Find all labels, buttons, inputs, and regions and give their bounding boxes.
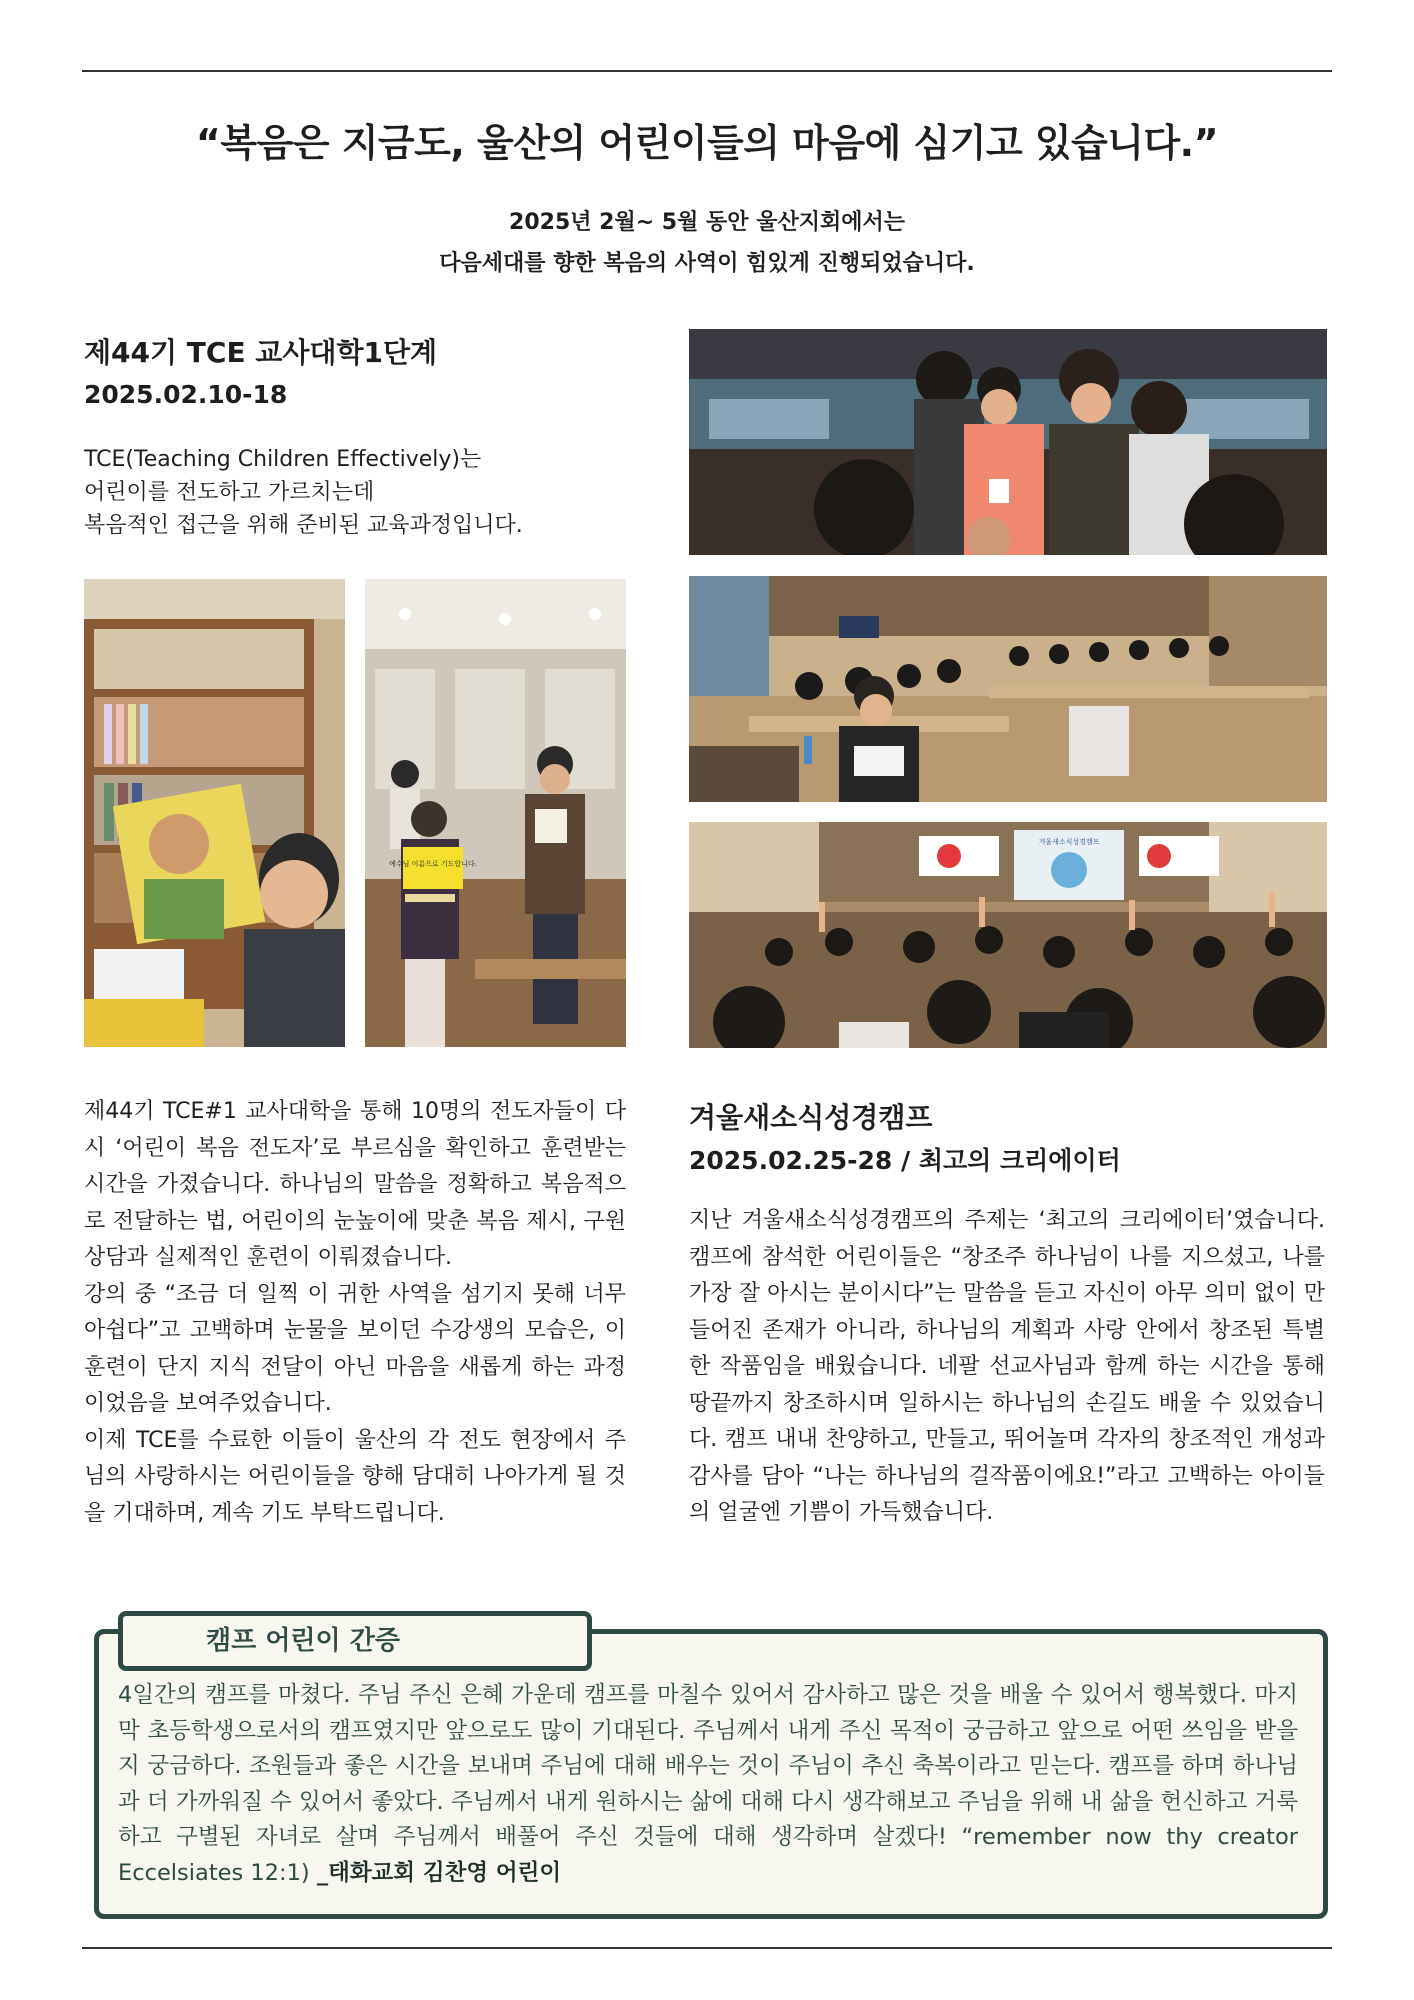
- tce-intro-line: 복음적인 접근을 위해 준비된 교육과정입니다.: [84, 513, 523, 538]
- sign-text: 예수님 이름으로 기도합니다.: [389, 860, 477, 868]
- banner-text: 겨울새소식성경캠프: [1038, 838, 1100, 846]
- tce-title: 제44기 TCE 교사대학1단계: [84, 336, 438, 369]
- tce-body-paragraph: 이제 TCE를 수료한 이들이 울산의 각 전도 현장에서 주님의 사랑하시는 어린이들을 향해 담대히 나아가게 될 것을 기대하며, 계속 기도 부탁드립니다.: [84, 1427, 626, 1526]
- photo-camp-hall: [689, 822, 1327, 1048]
- photo-tce-lecturer: [84, 579, 345, 1047]
- subtitle-line-1: 2025년 2월~ 5월 동안 울산지회에서는: [509, 210, 905, 235]
- camp-body: 지난 겨울새소식성경캠프의 주제는 ‘최고의 크리에이터’였습니다. 캠프에 참석한 어린이들은 “창조주 하나님이 나를 지으셨고, 나를 가장 잘 아시는 분이시다”는 말씀을 듣고 자신이 아무 의미 없이 만들어진 존재가 아니라, 하나님의 계획과 사랑 안에서 창조된 특별한 작품임을 배웠습니다. 네팔 선교사님과 함께 하는 시간을 통해 땅끝까지 창조하시며 일하시는 하나님의 손길도 배울 수 있었습니다. 캠프 내내 찬양하고, 만들고, 뛰어놀며 각자의 창조적인 개성과 감사를 담아 “나는 하나님의 걸작품이에요!”라고 고백하는 아이들의 얼굴엔 기쁨이 가득했습니다.: [689, 1208, 1325, 1525]
- tce-intro-line: TCE(Teaching Children Effectively)는: [84, 447, 482, 472]
- testimony-label: 캠프 어린이 간증: [206, 1626, 400, 1656]
- photo-tce-trainees: [365, 579, 626, 1047]
- photo-camp-prayer: [689, 329, 1327, 555]
- photo-camp-classroom: [689, 576, 1327, 802]
- testimony-body: 4일간의 캠프를 마쳤다. 주님 주신 은혜 가운데 캠프를 마칠수 있어서 감사하고 많은 것을 배울 수 있어서 행복했다. 마지막 초등학생으로서의 캠프였지만 앞으로도 많이 기대된다. 주님께서 내게 주신 목적이 궁금하고 앞으로 어떤 쓰임을 받을지 궁금하다. 조원들과 좋은 시간을 보내며 주님에 대해 배우는 것이 주님이 추신 축복이라고 믿는다. 캠프를 하며 하나님과 더 가까워질 수 있어서 좋았다. 주님께서 내게 원하시는 삶에 대해 다시 생각해보고 주님을 위해 내 삶을 헌신하고 거룩하고 구별된 자녀로 살며 주님께서 배풀어 주신 것들에 대해 생각하며 살겠다! “remember now thy creator Eccelsiates 12:1): [118, 1682, 1298, 1886]
- subtitle-line-2: 다음세대를 향한 복음의 사역이 힘있게 진행되었습니다.: [439, 251, 975, 276]
- camp-date: 2025.02.25-28 / 최고의 크리에이터: [689, 1146, 1121, 1175]
- tce-date: 2025.02.10-18: [84, 380, 288, 409]
- testimony-text: [118, 1678, 1298, 1891]
- tce-body-paragraph: 제44기 TCE#1 교사대학을 통해 10명의 전도자들이 다시 ‘어린이 복음 전도자’로 부르심을 확인하고 훈련받는 시간을 가졌습니다. 하나님의 말씀을 정확하고 복음적으로 전달하는 법, 어린이의 눈높이에 맞춘 복음 제시, 구원상담과 실제적인 훈련이 이뤄졌습니다.: [84, 1099, 626, 1270]
- bottom-rule: [82, 1947, 1332, 1949]
- top-rule: [82, 70, 1332, 72]
- tce-body: [84, 1094, 626, 1532]
- page-headline: “복음은 지금도, 울산의 어린이들의 마음에 심기고 있습니다.”: [195, 121, 1219, 165]
- camp-title: 겨울새소식성경캠프: [689, 1101, 933, 1134]
- testimony-author: _태화교회 김찬영 어린이: [316, 1859, 562, 1886]
- tce-intro: [84, 443, 644, 542]
- tce-body-paragraph: 강의 중 “조금 더 일찍 이 귀한 사역을 섬기지 못해 너무 아쉽다”고 고백하며 눈물을 보이던 수강생의 모습은, 이 훈련이 단지 지식 전달이 아닌 마음을 새롭게 하는 과정이었음을 보여주었습니다.: [84, 1281, 626, 1416]
- tce-intro-line: 어린이를 전도하고 가르치는데: [84, 480, 375, 505]
